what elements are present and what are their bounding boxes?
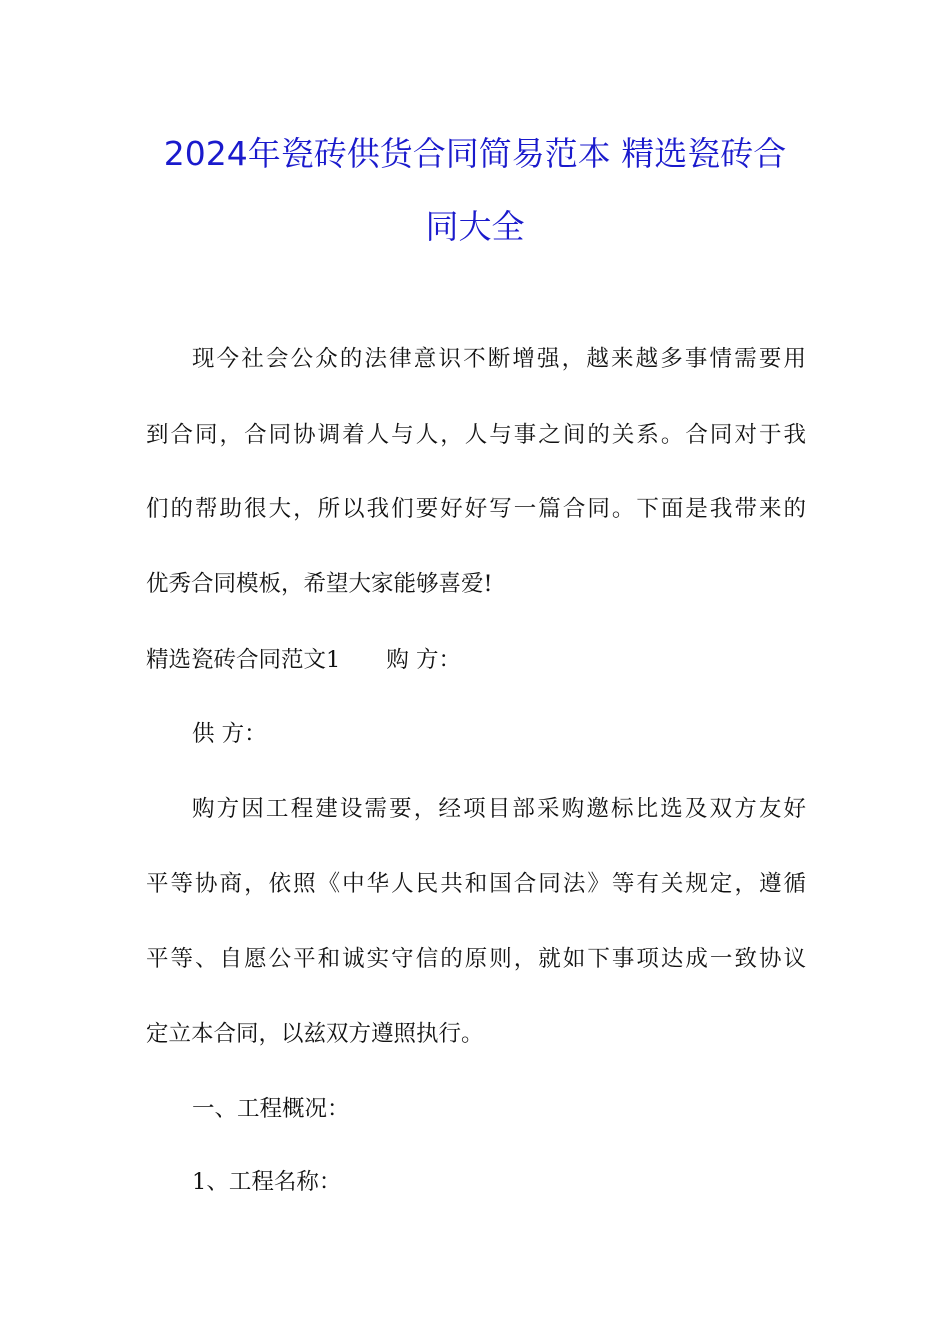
clause-1-1: 1、工程名称： <box>192 1169 342 1195</box>
intro-line-1: 现今社会公众的法律意识不断增强，越来越多事情需要用 <box>192 346 806 372</box>
document-title-line-2: 同大全 <box>425 207 525 246</box>
intro-line-2: 到合同，合同协调着人与人，人与事之间的关系。合同对于我 <box>146 422 806 448</box>
intro-line-3: 们的帮助很大，所以我们要好好写一篇合同。下面是我带来的 <box>146 496 806 522</box>
section-heading-row <box>146 645 806 675</box>
preamble-line-3: 平等、自愿公平和诚实守信的原则，就如下事项达成一致协议 <box>146 946 806 972</box>
preamble-line-4: 定立本合同，以兹双方遵照执行。 <box>146 1021 484 1047</box>
document-title-line-1: 2024年瓷砖供货合同简易范本 精选瓷砖合 <box>163 134 787 173</box>
clause-1-heading: 一、工程概况： <box>192 1096 350 1122</box>
preamble-line-2: 平等协商，依照《中华人民共和国合同法》等有关规定，遵循 <box>146 871 806 897</box>
section-heading: 精选瓷砖合同范文1 <box>146 647 341 673</box>
preamble-line-1: 购方因工程建设需要，经项目部采购邀标比选及双方友好 <box>192 796 806 822</box>
buyer-label: 购 方： <box>386 647 461 673</box>
intro-line-4: 优秀合同模板，希望大家能够喜爱! <box>146 571 493 597</box>
supplier-label: 供 方： <box>192 721 267 747</box>
